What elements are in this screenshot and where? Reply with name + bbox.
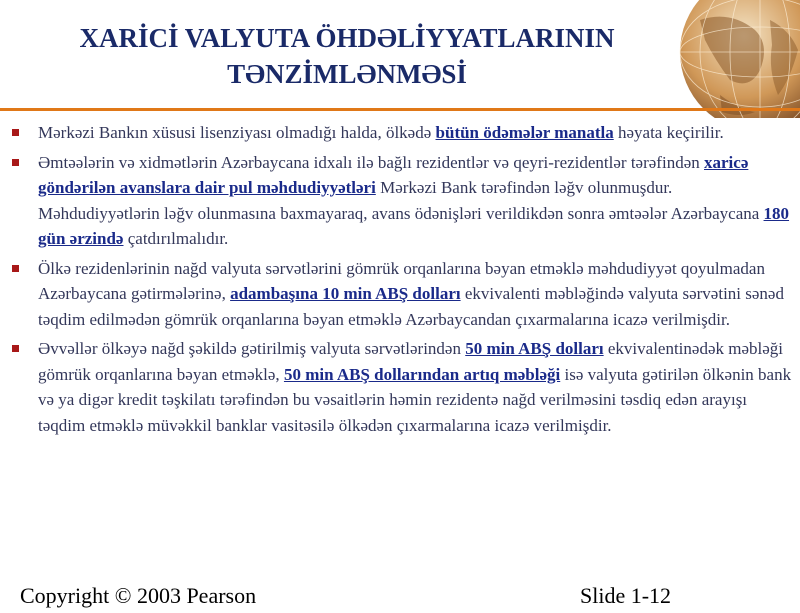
footer-slide-number: Slide 1-12 <box>580 583 672 608</box>
bullet-text: Mərkəzi Bank tərəfindən ləğv olunmuşdur. Məhdudiyyətlərin ləğv olunmasına baxmayaraq, avans ödənişləri verildikdən sonra əmtəələr Azərbaycana <box>38 178 764 223</box>
emphasized-text: 50 min ABŞ dolları <box>465 339 604 358</box>
emphasized-text: xaricə göndərilən avanslara dair pul məhdudiyyətləri <box>38 152 749 197</box>
emphasized-text: adambaşına 10 min ABŞ dolları <box>230 284 461 303</box>
title-line-2: TƏNZİMLƏNMƏSİ <box>227 59 467 89</box>
bullet-text: ekvivalenti məbləğində valyuta sərvətini sənəd təqdim edilmədən gömrük orqanlarına bəyan etməklə Azərbaycandan çıxarmalarına icazə verilmişdir. <box>38 284 784 329</box>
slide-footer <box>20 583 700 613</box>
bullet-text: həyata keçirilir. <box>613 123 724 142</box>
title-line-1: XARİCİ VALYUTA ÖHDƏLİYYATLARININ <box>79 23 615 53</box>
bullet-text: Ölkə rezidenlərinin nağd valyuta sərvətlərini gömrük orqanlarına bəyan etməklə məhdudiyyət qoyulmadan Azərbaycana gətirmələrinə, <box>38 258 765 303</box>
bullet-text: Mərkəzi Bankın xüsusi lisenziyası olmadığı halda, ölkədə <box>38 123 436 142</box>
bullet-marker-icon <box>12 159 19 166</box>
bullet-item <box>6 256 792 333</box>
bullet-marker-icon <box>12 265 19 272</box>
emphasized-text: 180 gün ərzində <box>38 203 790 248</box>
bullet-text: isə valyuta gətirilən ölkənin bank və ya digər kredit təşkilatı tərəfindən bu vəsaitlərin həmin rezidentə nağd verilməsini təsdiq edən arayışı təqdim etməklə müvəkkil banklar vasitəsilə ölkədən çıxarmalarına icazə verilmişdir. <box>38 364 792 435</box>
bullet-text: Əmtəələrin və xidmətlərin Azərbaycana idxalı ilə bağlı rezidentlər və qeyri-rezidentlər tərəfindən <box>38 152 704 172</box>
title-divider <box>0 108 800 111</box>
slide-title <box>0 20 694 92</box>
footer-copyright: Copyright © 2003 Pearson <box>20 583 257 608</box>
bullet-item <box>6 150 792 252</box>
bullet-text: ekvivalentinədək məbləği gömrük orqanlarına bəyan etməklə, <box>38 339 784 384</box>
bullet-text: Əvvəllər ölkəyə nağd şəkildə gətirilmiş valyuta sərvətlərindən <box>38 339 466 358</box>
bullet-marker-icon <box>12 129 19 136</box>
emphasized-text: bütün ödəmələr manatla <box>435 123 614 142</box>
bullet-text: çatdırılmalıdır. <box>123 229 229 248</box>
bullet-item <box>6 336 792 438</box>
bullet-list <box>6 120 792 442</box>
bullet-item <box>6 120 792 146</box>
bullet-marker-icon <box>12 345 19 352</box>
emphasized-text: 50 min ABŞ dollarından artıq məbləği <box>283 364 561 384</box>
